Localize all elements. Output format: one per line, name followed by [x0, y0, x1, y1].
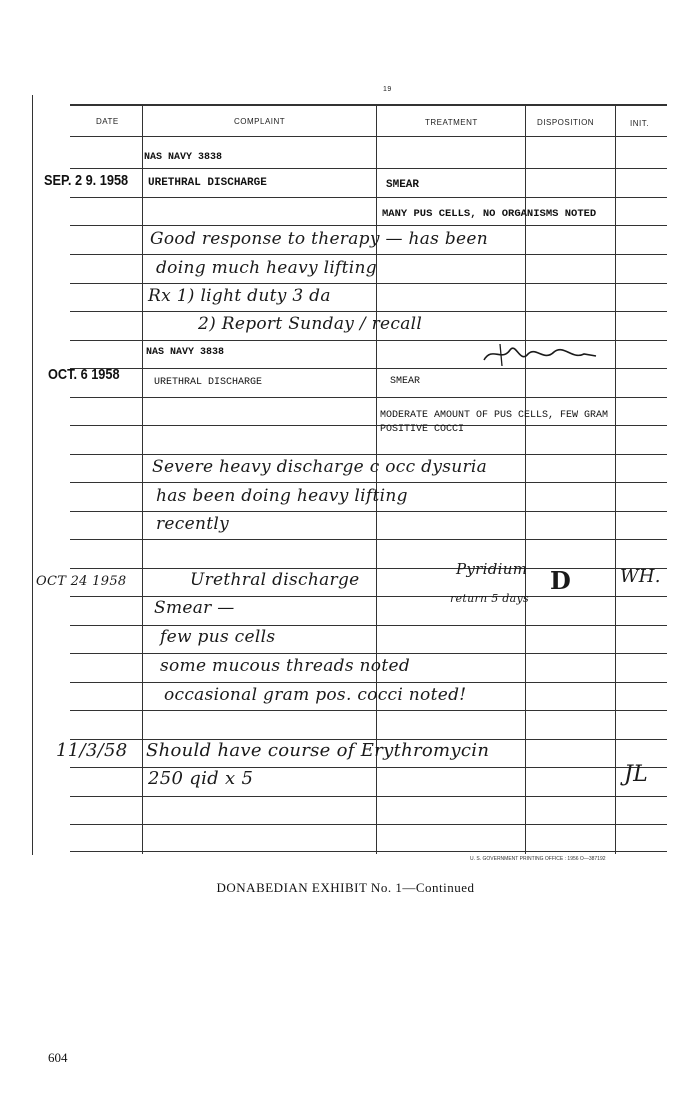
treatment-text: SMEAR [386, 179, 420, 191]
handwritten-note: some mucous threads noted [160, 656, 411, 676]
header-bottom-line [70, 136, 667, 137]
initials: WH. [620, 566, 661, 587]
ruled-line [70, 568, 667, 569]
signature-scribble [480, 340, 600, 370]
ruled-line [70, 625, 667, 626]
handwritten-note: Severe heavy discharge c occ dysuria [152, 457, 488, 477]
entry-date-handwritten: OCT 24 1958 [36, 574, 127, 589]
ruled-line [70, 397, 667, 398]
printer-imprint: U. S. GOVERNMENT PRINTING OFFICE : 1956 O—387192 [470, 856, 606, 862]
header-init: INIT. [630, 119, 649, 128]
disposition-mark: D [550, 566, 572, 595]
handwritten-note: Should have course of Erythromycin [146, 740, 490, 761]
ruled-line [70, 796, 667, 797]
handwritten-note: 250 qid x 5 [148, 768, 254, 789]
medical-record-form [30, 0, 670, 860]
ruled-line [70, 283, 667, 284]
handwritten-note: occasional gram pos. cocci noted! [164, 685, 467, 705]
header-treatment: TREATMENT [425, 118, 478, 127]
complaint-text: URETHRAL DISCHARGE [148, 177, 267, 189]
handwritten-note: few pus cells [160, 627, 276, 647]
ruled-line [70, 851, 667, 852]
ruled-line [70, 539, 667, 540]
ruled-line [70, 511, 667, 512]
ruled-line [70, 197, 667, 198]
ruled-line [70, 425, 667, 426]
ruled-line [70, 824, 667, 825]
lab-result-text: MANY PUS CELLS, NO ORGANISMS NOTED [382, 208, 597, 220]
binding-line [32, 95, 33, 855]
header-complaint: COMPLAINT [234, 117, 286, 126]
ruled-line [70, 710, 667, 711]
ruled-line [70, 168, 667, 169]
entry-date-stamp: SEP. 2 9. 1958 [44, 172, 129, 189]
ruled-line [70, 254, 667, 255]
return-note: return 5 days [450, 592, 529, 605]
col-divider-date [142, 104, 143, 854]
ruled-line [70, 482, 667, 483]
handwritten-note: 2) Report Sunday / recall [198, 314, 423, 334]
record-stamp: NAS NAVY 3838 [144, 152, 223, 163]
ruled-line [70, 225, 667, 226]
lab-result-text: POSITIVE COCCI [380, 424, 465, 435]
ruled-line [70, 653, 667, 654]
handwritten-note: Rx 1) light duty 3 da [148, 286, 331, 306]
complaint-text: URETHRAL DISCHARGE [154, 377, 263, 388]
exhibit-caption: DONABEDIAN EXHIBIT No. 1—Continued [216, 880, 475, 895]
col-divider-disposition [615, 104, 616, 854]
ruled-line [70, 682, 667, 683]
ruled-line [70, 311, 667, 312]
page-number: 604 [48, 1050, 68, 1065]
handwritten-note: has been doing heavy lifting [156, 486, 408, 506]
record-stamp: NAS NAVY 3838 [146, 347, 225, 358]
ruled-line [70, 596, 667, 597]
page-mark: 19 [383, 86, 392, 93]
header-date: DATE [96, 117, 119, 126]
header-top-line [70, 104, 667, 106]
treatment-text: SMEAR [390, 376, 421, 387]
treatment-handwritten: Pyridium [456, 560, 528, 578]
handwritten-note: doing much heavy lifting [156, 258, 377, 278]
entry-date-handwritten: 11/3/58 [56, 740, 128, 761]
header-disposition: DISPOSITION [537, 118, 595, 127]
initials: JL [624, 762, 649, 787]
complaint-handwritten: Urethral discharge [190, 570, 360, 590]
lab-result-text: MODERATE AMOUNT OF PUS CELLS, FEW GRAM [380, 410, 609, 421]
entry-date-stamp: OCT. 6 1958 [48, 366, 120, 383]
ruled-line [70, 454, 667, 455]
handwritten-note: Smear — [154, 598, 235, 618]
handwritten-note: Good response to therapy — has been [150, 229, 489, 249]
handwritten-note: recently [156, 514, 229, 534]
